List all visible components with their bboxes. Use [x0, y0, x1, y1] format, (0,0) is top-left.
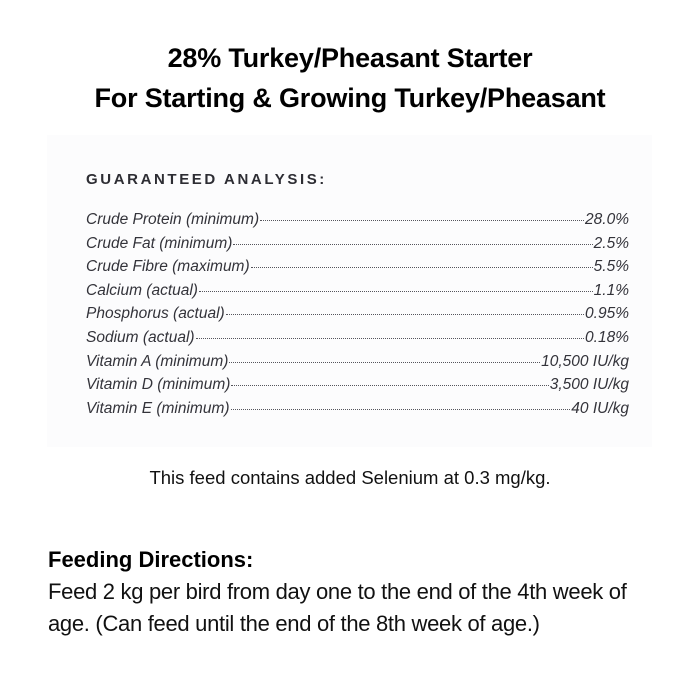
dot-leader [251, 267, 593, 268]
feeding-directions [48, 544, 668, 640]
analysis-row-crude-fat [86, 235, 629, 259]
analysis-row-vitamin-d [86, 376, 629, 400]
dot-leader [229, 362, 540, 363]
analysis-row-calcium [86, 282, 629, 306]
feeding-directions-heading: Feeding Directions: [48, 547, 254, 572]
analysis-row-sodium [86, 329, 629, 353]
analysis-label: Crude Fibre (maximum) [86, 258, 250, 276]
analysis-value: 3,500 IU/kg [549, 376, 629, 394]
product-title-line-2: For Starting & Growing Turkey/Pheasant [94, 83, 606, 113]
dot-leader [231, 409, 571, 410]
analysis-value: 1.1% [593, 281, 629, 299]
analysis-value: 10,500 IU/kg [541, 352, 629, 370]
guaranteed-analysis-list [86, 211, 629, 423]
feeding-directions-body: Feed 2 kg per bird from day one to the end of the 4th week of age. (Can feed until the end of the 8th week of age.) [48, 579, 627, 636]
analysis-label: Crude Fat (minimum) [86, 234, 233, 252]
analysis-value: 5.5% [593, 258, 629, 276]
dot-leader [199, 291, 593, 292]
dot-leader [226, 314, 584, 315]
analysis-label: Calcium (actual) [86, 281, 198, 299]
analysis-label: Phosphorus (actual) [86, 305, 225, 323]
guaranteed-analysis-heading: GUARANTEED ANALYSIS: [86, 171, 327, 188]
product-title [0, 38, 700, 118]
guaranteed-analysis-panel [47, 135, 652, 447]
product-title-line-1: 28% Turkey/Pheasant Starter [167, 43, 533, 73]
analysis-value: 28.0% [585, 211, 629, 228]
analysis-row-crude-fibre [86, 258, 629, 282]
analysis-row-vitamin-e [86, 400, 629, 424]
dot-leader [233, 244, 592, 245]
analysis-label: Vitamin A (minimum) [86, 352, 229, 370]
analysis-value: 0.95% [585, 305, 629, 323]
analysis-label: Crude Protein (minimum) [86, 211, 260, 228]
analysis-row-phosphorus [86, 305, 629, 329]
analysis-label: Vitamin D (minimum) [86, 376, 231, 394]
analysis-label: Vitamin E (minimum) [86, 399, 230, 417]
analysis-row-vitamin-a [86, 353, 629, 377]
dot-leader [260, 220, 584, 221]
dot-leader [196, 338, 585, 339]
analysis-value: 0.18% [585, 328, 629, 346]
dot-leader [231, 385, 548, 386]
analysis-value: 2.5% [593, 234, 629, 252]
analysis-value: 40 IU/kg [571, 399, 629, 417]
analysis-label: Sodium (actual) [86, 328, 195, 346]
analysis-row-crude-protein [86, 211, 629, 235]
selenium-note: This feed contains added Selenium at 0.3 mg/kg. [149, 467, 551, 488]
